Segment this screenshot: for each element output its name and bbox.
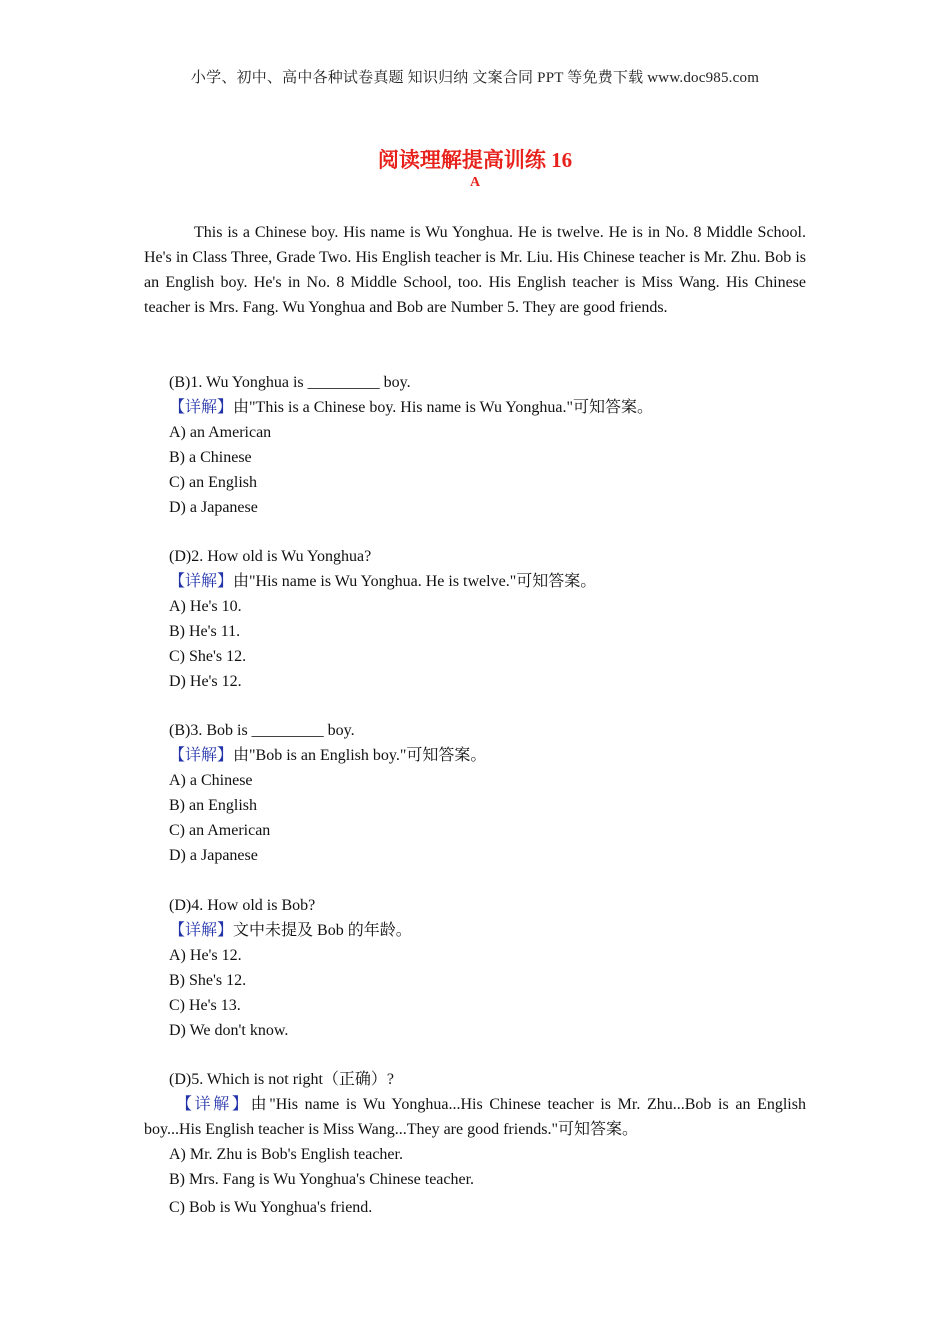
detail-label: 【详解】 [176, 1096, 251, 1113]
reading-passage: This is a Chinese boy. His name is Wu Yonghua. He is twelve. He is in No. 8 Middle School. He's in Class Three, Grade Two. His English teacher is Mr. Liu. His Chinese teacher is Mr. Zhu. Bob is an English boy. He's in No. 8 Middle School, too. His English teacher is Miss Wang. His Chinese teacher is Mrs. Fang. Wu Yonghua and Bob are Number 5. They are good friends. [144, 224, 806, 316]
detail-text: 由"His name is Wu Yonghua...His Chinese teacher is Mr. Zhu...Bob is an English boy...His English teacher is Miss Wang...They are good friends."可知答案。 [144, 1096, 806, 1138]
option: C) an American [169, 822, 271, 839]
question-text: (D)4. How old is Bob? [169, 897, 316, 914]
option: A) an American [169, 424, 272, 441]
option: A) Mr. Zhu is Bob's English teacher. [169, 1146, 403, 1163]
option: B) Mrs. Fang is Wu Yonghua's Chinese teacher. [169, 1171, 475, 1188]
question-text: (B)1. Wu Yonghua is _________ boy. [169, 374, 411, 391]
question-text: (B)3. Bob is _________ boy. [169, 722, 355, 739]
question-5-options [169, 1142, 806, 1220]
option: B) an English [169, 797, 257, 814]
answer-detail [169, 918, 806, 943]
option: C) an English [169, 474, 257, 491]
detail-label: 【详解】 [169, 399, 234, 416]
option: C) She's 12. [169, 648, 247, 665]
section-label: A [469, 175, 481, 190]
option: A) He's 12. [169, 947, 242, 964]
answer-detail [144, 1092, 806, 1142]
question-1 [169, 370, 806, 520]
option: A) a Chinese [169, 772, 253, 789]
option: D) a Japanese [169, 847, 258, 864]
detail-text: 文中未提及 Bob 的年龄。 [233, 922, 412, 939]
option: B) He's 11. [169, 623, 241, 640]
question-text: (D)5. Which is not right（正确）? [169, 1071, 395, 1088]
question-3 [169, 718, 806, 868]
detail-label: 【详解】 [169, 573, 234, 590]
page-title: 阅读理解提高训练 16 [377, 148, 573, 172]
detail-text: 由"His name is Wu Yonghua. He is twelve."可知答案。 [233, 573, 597, 590]
option: B) She's 12. [169, 972, 247, 989]
detail-text: 由"Bob is an English boy."可知答案。 [233, 747, 487, 764]
question-2 [169, 544, 806, 694]
question-5 [169, 1067, 806, 1092]
option: B) a Chinese [169, 449, 252, 466]
answer-detail [169, 743, 806, 768]
option: D) He's 12. [169, 673, 242, 690]
option: D) We don't know. [169, 1022, 289, 1039]
detail-text: 由"This is a Chinese boy. His name is Wu Yonghua."可知答案。 [233, 399, 653, 416]
detail-label: 【详解】 [169, 747, 234, 764]
answer-detail [169, 569, 806, 594]
detail-label: 【详解】 [169, 922, 234, 939]
option: D) a Japanese [169, 499, 258, 516]
page-header: 小学、初中、高中各种试卷真题 知识归纳 文案合同 PPT 等免费下载 www.doc985.com [190, 70, 760, 86]
option: C) Bob is Wu Yonghua's friend. [169, 1199, 373, 1216]
option: A) He's 10. [169, 598, 242, 615]
question-text: (D)2. How old is Wu Yonghua? [169, 548, 372, 565]
option: C) He's 13. [169, 997, 241, 1014]
question-4 [169, 893, 806, 1043]
answer-detail [169, 395, 806, 420]
